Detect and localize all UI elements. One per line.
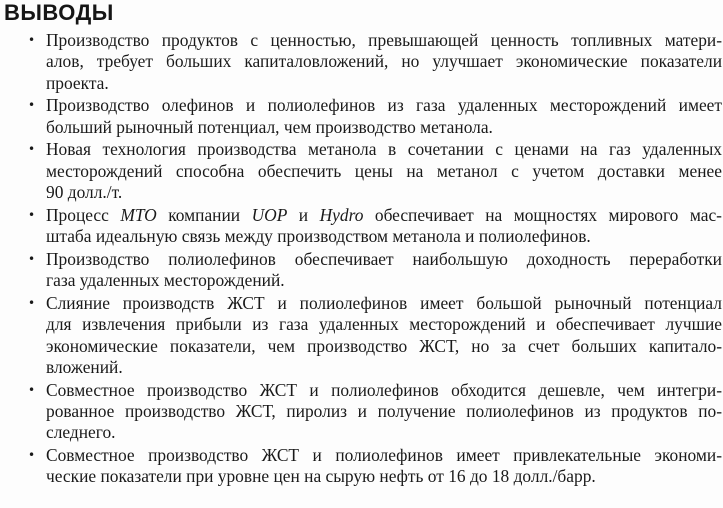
- text-line: Слияние производств ЖСТ и полиолефинов имеет большой рыночный потенциал: [46, 292, 722, 313]
- text-line: проекта.: [46, 72, 109, 93]
- conclusions-list: [24, 30, 722, 489]
- text-line: месторождений способна обеспечить цены на метанол с учетом доставки менее: [46, 160, 722, 181]
- process-name: MTO: [120, 204, 157, 225]
- text-line: Совместное производство ЖСТ и полиолефинов имеет привлекательные экономи-: [46, 445, 722, 466]
- list-item: [24, 95, 722, 138]
- bullet-icon: •: [28, 382, 36, 397]
- bullet-icon: •: [28, 295, 36, 310]
- text-line: алов, требует больших капиталовложений, но улучшает экономические показатели: [46, 51, 722, 72]
- text-segment: компании: [156, 204, 252, 225]
- text-line: вложений.: [46, 357, 123, 378]
- text-line: Производство олефинов и полиолефинов из газа удаленных месторождений имеет: [46, 95, 722, 116]
- text-line: 90 долл./т.: [46, 182, 123, 203]
- text-line: следнего.: [46, 422, 116, 443]
- bullet-icon: •: [28, 33, 36, 47]
- list-item: [24, 249, 722, 292]
- company-name: UOP: [251, 204, 288, 225]
- text-line: газа удаленных месторождений.: [46, 270, 285, 291]
- text-line: рованное производство ЖСТ, пиролиз и получение полиолефинов из продуктов по-: [46, 401, 722, 422]
- list-item: [24, 205, 722, 248]
- bullet-icon: •: [28, 251, 36, 266]
- bullet-icon: •: [28, 142, 36, 157]
- list-item: [24, 380, 722, 444]
- text-line: для извлечения прибыли из газа удаленных месторождений и обеспечивает лучшие: [46, 314, 722, 335]
- list-item: [24, 139, 722, 203]
- text-segment: обеспечивает на мощностях мирового мас-: [363, 204, 722, 225]
- list-item: [24, 293, 722, 379]
- text-line: штаба идеальную связь между производством метанола и полиолефинов.: [46, 226, 591, 247]
- list-item: [24, 445, 722, 488]
- bullet-icon: •: [28, 207, 36, 222]
- text-line: больший рыночный потенциал, чем производство метанола.: [46, 116, 493, 137]
- bullet-icon: •: [28, 98, 36, 113]
- text-line: Совместное производство ЖСТ и полиолефинов обходится дешевле, чем интегри-: [46, 379, 722, 400]
- text-line: экономические показатели, чем производство ЖСТ, но за счет больших капитало-: [46, 335, 722, 356]
- company-name: Hydro: [319, 204, 364, 225]
- text-segment: Процесс: [46, 204, 121, 225]
- section-heading: ВЫВОДЫ: [4, 0, 114, 25]
- text-line: [46, 205, 722, 226]
- text-line: Новая технология производства метанола в сочетании с ценами на газ удаленных: [46, 139, 722, 160]
- list-item: [24, 30, 722, 94]
- text-line: Производство продуктов с ценностью, превышающей ценность топливных матери-: [46, 30, 722, 50]
- bullet-icon: •: [28, 448, 36, 463]
- text-segment: и: [287, 204, 320, 225]
- text-line: Производство полиолефинов обеспечивает наибольшую доходность переработки: [46, 248, 722, 269]
- text-line: ческие показатели при уровне цен на сырую нефть от 16 до 18 долл./барр.: [46, 466, 596, 487]
